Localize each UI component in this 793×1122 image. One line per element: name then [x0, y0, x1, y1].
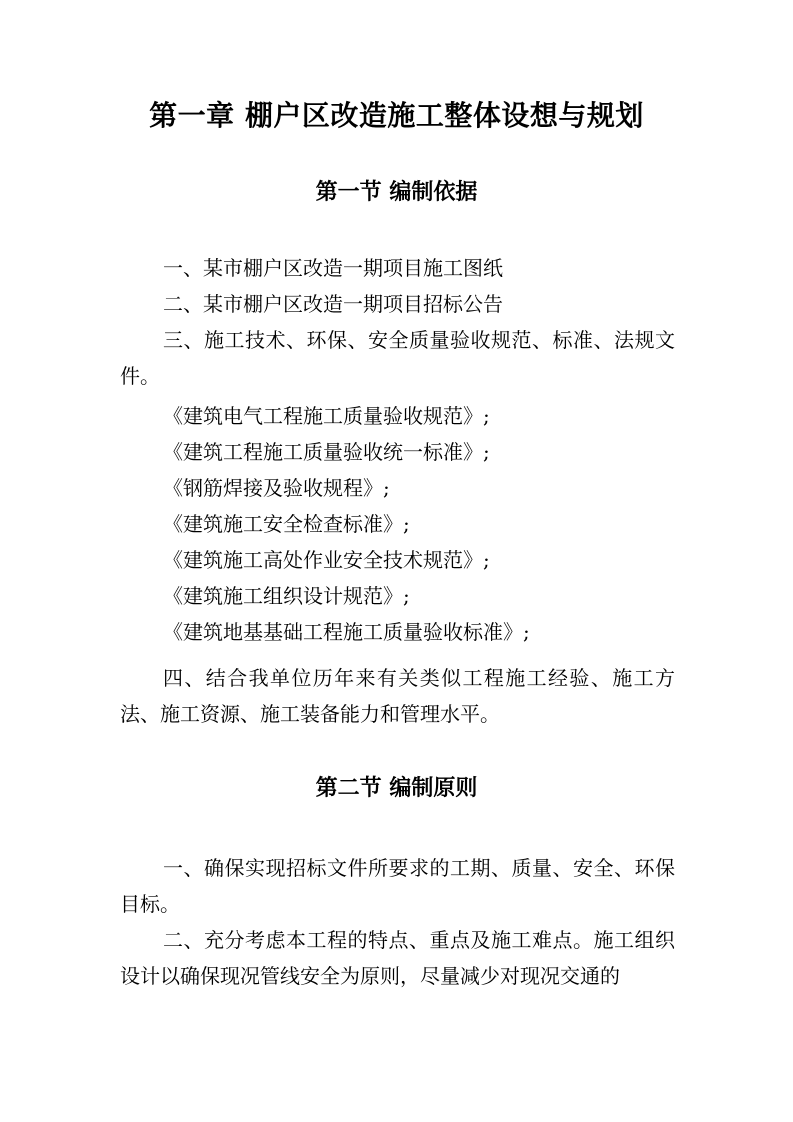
standard-item-5: 《建筑施工高处作业安全技术规范》;: [163, 548, 490, 572]
chapter-title: 第一章 棚户区改造施工整体设想与规划: [149, 99, 644, 132]
standard-item-6: 《建筑施工组织设计规范》;: [163, 584, 410, 608]
standard-item-2: 《建筑工程施工质量验收统一标准》;: [163, 440, 490, 464]
principle-item-2: 二、充分考虑本工程的特点、重点及施工难点。施工组织设计以确保现况管线安全为原则，尽量减少对现况交通的: [120, 928, 675, 988]
standard-item-7: 《建筑地基基础工程施工质量验收标准》;: [163, 620, 530, 644]
standard-item-4: 《建筑施工安全检查标准》;: [163, 512, 410, 536]
standard-item-1: 《建筑电气工程施工质量验收规范》;: [163, 404, 490, 428]
principle-item-1: 一、确保实现招标文件所要求的工期、质量、安全、环保目标。: [120, 856, 675, 916]
section-title-basis: 第一节 编制依据: [315, 179, 478, 205]
section-title-principles: 第二节 编制原则: [315, 775, 478, 801]
basis-item-3: 三、施工技术、环保、安全质量验收规范、标准、法规文件。: [120, 328, 675, 388]
basis-item-1: 一、某市棚户区改造一期项目施工图纸: [163, 256, 503, 280]
basis-item-2: 二、某市棚户区改造一期项目招标公告: [163, 292, 503, 316]
standard-item-3: 《钢筋焊接及验收规程》;: [163, 476, 390, 500]
basis-item-4: 四、结合我单位历年来有关类似工程施工经验、施工方法、施工资源、施工装备能力和管理水平。: [120, 666, 675, 726]
